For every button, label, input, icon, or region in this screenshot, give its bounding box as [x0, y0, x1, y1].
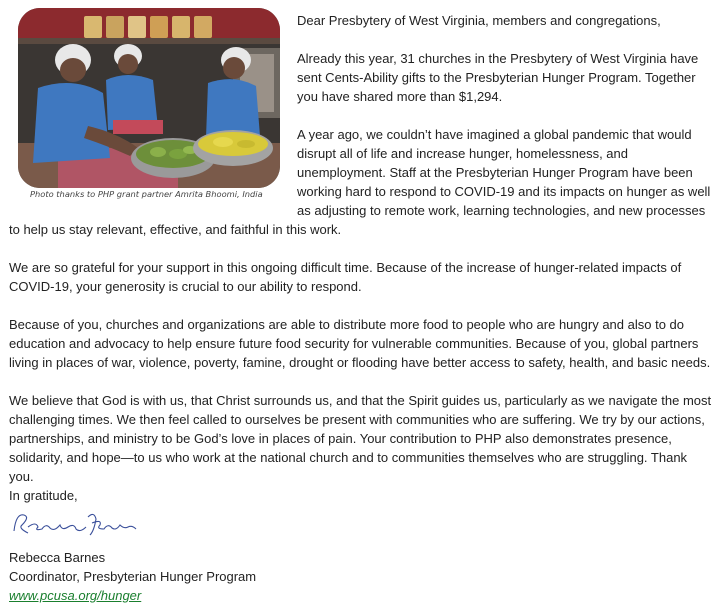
paragraph-faith: We believe that God is with us, that Christ surrounds us, and that the Spirit guides us, particularly as we navigate the most challenging times. We then feel called to ourselves be present with communities who are suffering. We try by our actions, partnerships, and ministry to be God’s love in places of pain. Your contribution to PHP also demonstrates presence, solidarity, and hope—to us who work at the national church and to communities themselves who are struggling. Thank you. — [9, 393, 712, 484]
greeting: Dear Presbytery of West Virginia, members and congregations, — [297, 13, 661, 28]
paragraph-gratitude: We are so grateful for your support in this ongoing difficult time. Because of the increase of hunger-related impacts of COVID-19, your generosity is crucial to our ability to respond. — [9, 260, 682, 294]
paragraph-pandemic-line: disrupt all of life and increase hunger, homelessness, and — [297, 146, 628, 161]
signature-image — [10, 505, 140, 543]
food-preparation-photo — [18, 8, 280, 188]
paragraph-gifts: Already this year, 31 churches in the Presbytery of West Virginia have sent Cents-Ability gifts to the Presbyterian Hunger Program. Together you have shared more than $1,294. — [297, 51, 699, 104]
paragraph-pandemic-line: working hard to respond to COVID-19 and its impacts on hunger as well — [297, 184, 711, 199]
closing: In gratitude, — [9, 488, 78, 503]
paragraph-pandemic-tail: to help us stay relevant, effective, and faithful in this work. — [9, 222, 342, 237]
paragraph-pandemic-line: unemployment. Staff at the Presbyterian Hunger Program have been — [297, 165, 693, 180]
paragraph-pandemic-line: as adjusting to remote work, learning technologies, and new processes — [297, 203, 706, 218]
signer-title: Coordinator, Presbyterian Hunger Program — [9, 569, 257, 584]
photo-illustration — [18, 8, 280, 188]
photo-caption: Photo thanks to PHP grant partner Amrita Bhoomi, India — [30, 189, 263, 199]
photo-figure — [18, 8, 280, 188]
hunger-program-link[interactable]: www.pcusa.org/hunger — [9, 588, 142, 603]
paragraph-pandemic-line: A year ago, we couldn’t have imagined a global pandemic that would — [297, 127, 692, 142]
paragraph-impact: Because of you, churches and organizations are able to distribute more food to people who are hungry and also to do education and advocacy to help ensure future food security for vulnerable communities. Because of you, global partners living in places of war, violence, poverty, famine, drought or flooding have better access to safety, health, and basic needs. — [9, 317, 711, 370]
signer-name: Rebecca Barnes — [9, 550, 106, 565]
